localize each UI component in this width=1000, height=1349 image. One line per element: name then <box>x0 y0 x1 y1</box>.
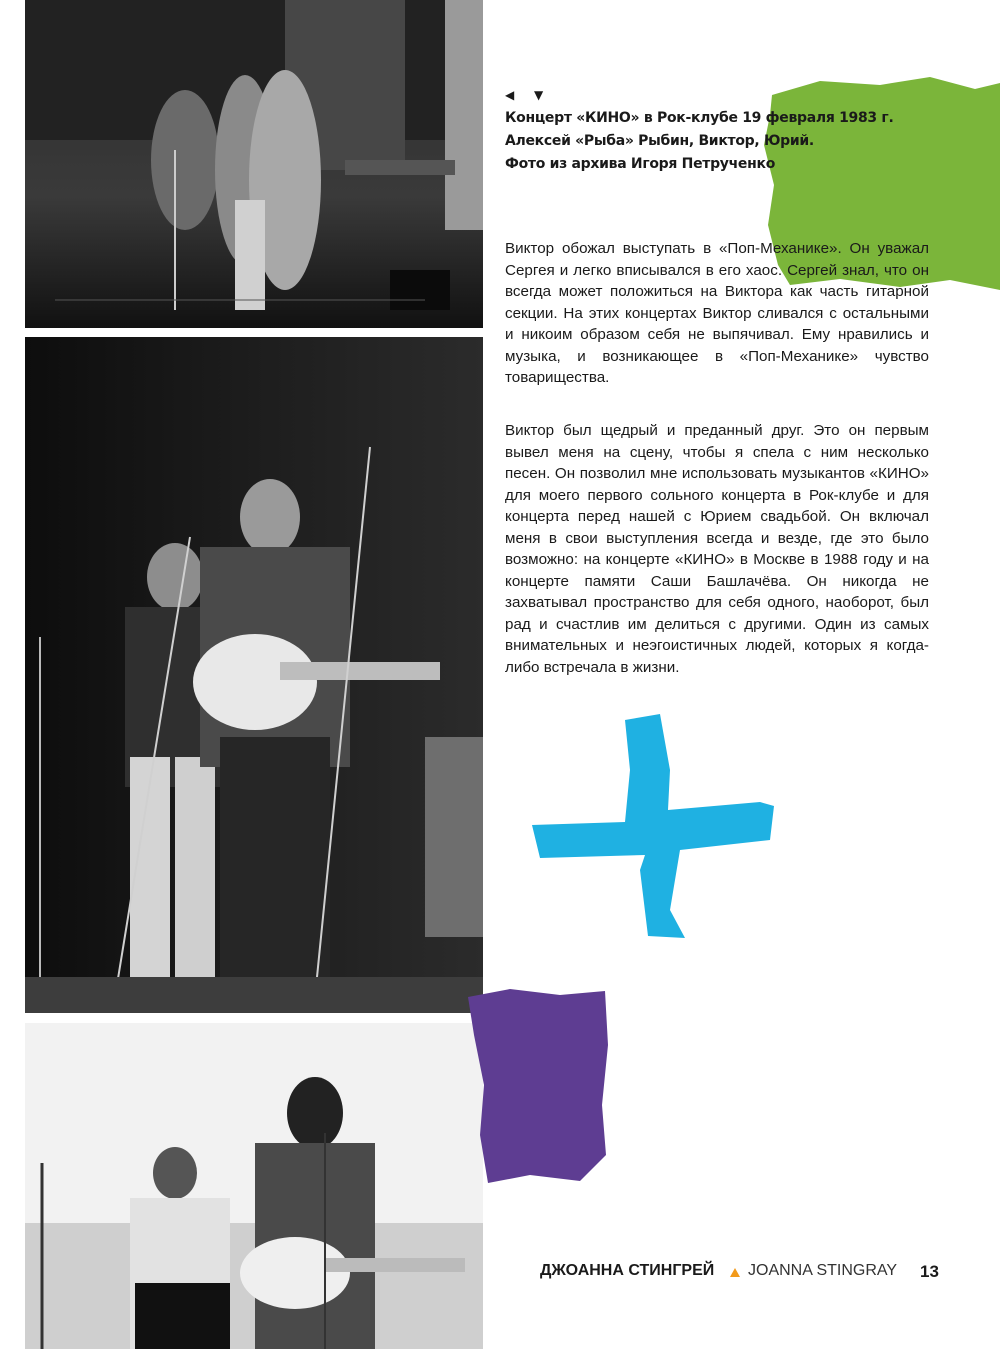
caption-line: Концерт «КИНО» в Рок-клубе 19 февраля 1983 г. <box>505 110 894 126</box>
footer-author-russian: ДЖОАННА СТИНГРЕЙ <box>540 1262 715 1279</box>
caption-direction-arrows: ◀ ▼ <box>505 88 552 102</box>
footer-author-english: JOANNA STINGRAY <box>748 1262 898 1279</box>
triangle-icon <box>730 1268 740 1277</box>
concert-photo-bottom <box>25 1023 483 1349</box>
concert-photo-top <box>25 0 483 328</box>
purple-paint-blob <box>460 985 610 1185</box>
caption-line: Алексей «Рыба» Рыбин, Виктор, Юрий. <box>505 133 814 149</box>
caption-line: Фото из архива Игоря Петрученко <box>505 156 776 172</box>
page-number: 13 <box>920 1262 939 1281</box>
blue-cross-mark <box>530 710 780 940</box>
concert-photo-middle <box>25 337 483 1013</box>
body-paragraph: Виктор обожал выступать в «Поп-Механике». Он уважал Сергея и легко вписывался в его хаос. Сергей знал, что он всегда может положиться на Виктора как часть гитарной секции. На этих концертах Виктор сливался с остальными и никоим образом себя не выпячивал. Ему нравились и музыка, и возникающее в «Поп-Механике» чувство товарищества. <box>505 240 929 386</box>
photo-caption <box>505 107 925 176</box>
page-footer <box>540 1262 940 1286</box>
body-paragraph: Виктор был щедрый и преданный друг. Это он первым вывел меня на сцену, чтобы я спела с ним несколько песен. Он позволил мне использовать музыкантов «КИНО» для моего первого сольного концерта в Рок-клубе и для концерта перед нашей с Юрием свадьбой. Он включал меня в свои выступления всегда и везде, где это было возможно: на концерте «КИНО» в Москве в 1988 году и на концерте памяти Саши Башлачёва. Он никогда не захватывал пространство для себя одного, наоборот, был рад и счастлив им делиться с другими. Один из самых внимательных и неэгоистичных людей, которых я когда-либо встречала в жизни. <box>505 422 929 676</box>
